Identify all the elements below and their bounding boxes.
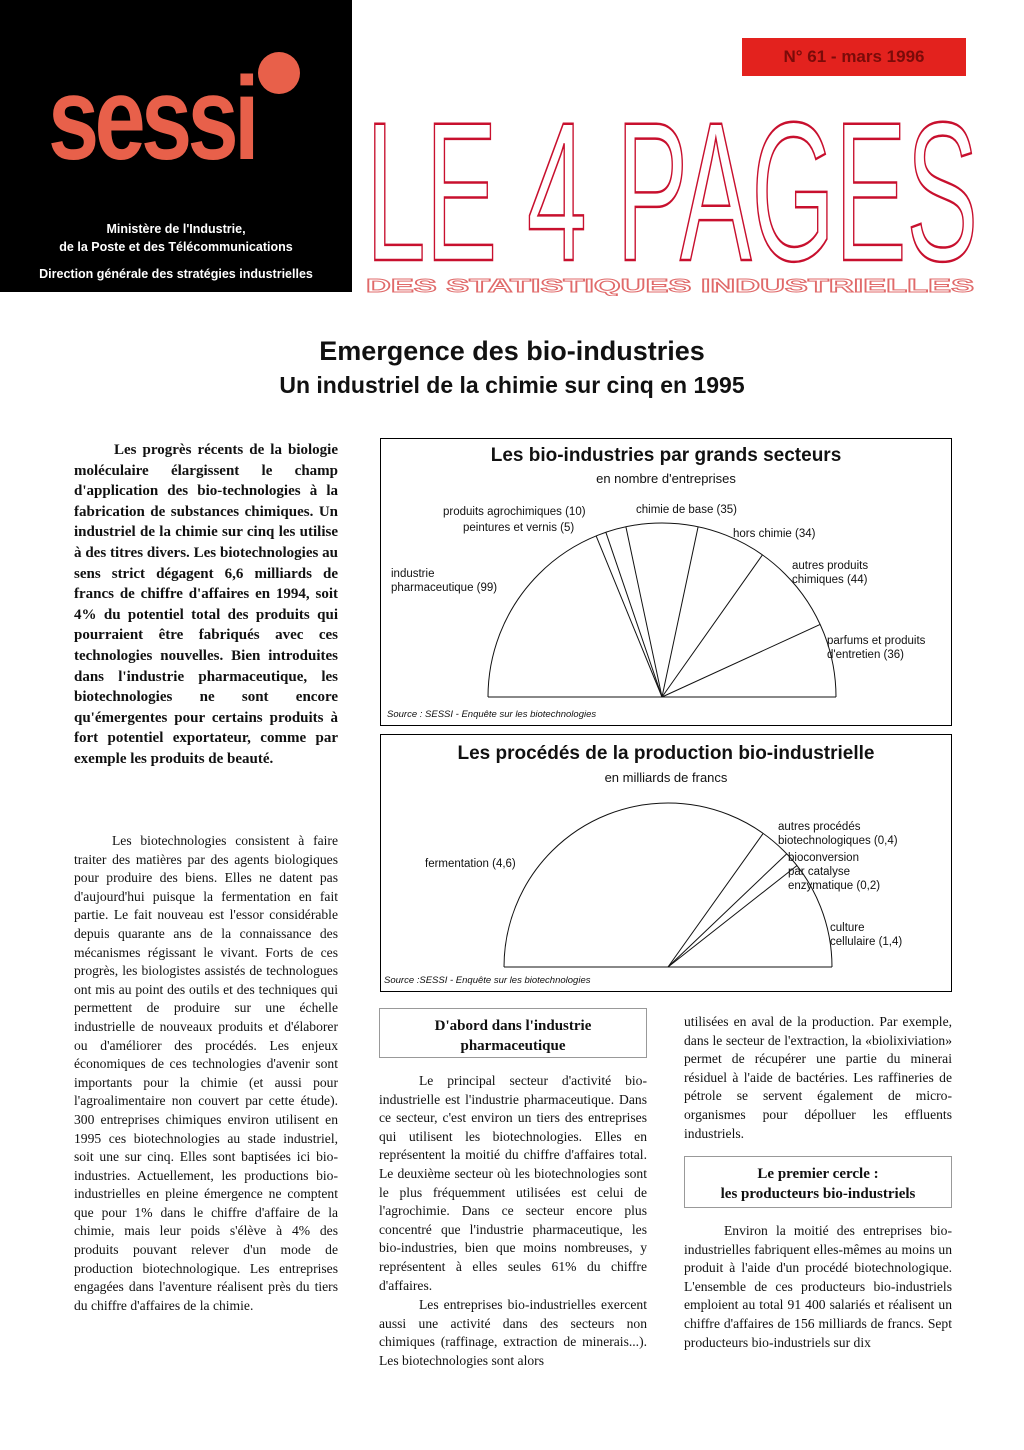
logo-dot [258,52,300,94]
pie-slice-boundary [668,833,763,967]
pie-slice-boundary [626,527,662,697]
col3-paragraph-2: Environ la moitié des entreprises bio-industrielles fabriquent elles-mêmes au moins un produit à l'aide d'un procédé biotechnologique. L'ensemble de ces producteurs bio-industriels emploient au total 91 400 salariés et réalisent un chiffre d'affaires de 156 milliards de francs. Sept producteurs bio-industriels sur dix [684,1223,952,1350]
series-title-text: LE 4 PAGES [366,118,978,268]
pie-slice-label: autres produits chimiques (44) [792,560,869,586]
heading-line: les producteurs bio-industriels [720,1186,916,1202]
article-title: Emergence des bio-industries [319,336,705,366]
chart-source: Source : SESSI - Enquête sur les biotechnologies [387,709,597,720]
heading-line: Le premier cercle : [757,1166,879,1182]
chart-unit: en nombre d'entreprises [596,471,736,486]
chart-processes [380,734,952,992]
sessi-logo: sessi [48,53,255,185]
chart-sectors [380,438,952,726]
pie-arc [488,523,836,697]
col3-paragraph-1: utilisées en aval de la production. Par exemple, dans le secteur de l'extraction, la «biolixiviation» permet de récupérer une partie du minerai résiduel à l'aide de bactéries. Les raffineries de pétrole se servent également de micro-organismes pour dépolluer les effluents industriels. [684,1014,952,1141]
heading-line: D'abord dans l'industrie [434,1018,592,1034]
org-line-2: de la Poste et des Télécommunications [59,240,293,254]
pie-slice-label: fermentation (4,6) [425,858,516,870]
pie-slice-label: hors chimie (34) [733,528,816,540]
chart-title: Les bio-industries par grands secteurs [490,445,842,466]
col2-paragraph-2: Les entreprises bio-industrielles exercent aussi une activité dans des secteurs non chimiques (raffinage, extraction de minerais...). Les biotechnologies sont alors [379,1297,647,1368]
section-heading-producers [684,1156,952,1208]
pie-slice-label: chimie de base (35) [636,504,737,516]
pie-slice-label: peintures et vernis (5) [463,522,575,534]
chart-title: Les procédés de la production bio-industrielle [457,743,875,764]
org-line-1: Ministère de l'Industrie, [106,222,246,236]
article-subtitle: Un industriel de la chimie sur cinq en 1995 [279,372,745,398]
heading-line: pharmaceutique [460,1038,566,1054]
col1-paragraph: Les biotechnologies consistent à faire traiter des matières par des agents biologiques pour produire des biens. Elles ne datent pas d'aujourd'hui puisque la fermentation en fait partie. Le fait nouveau est l'essor considérable depuis quarante ans de la connaissance des mécanismes régissant le vivant. Forts de ces progrès, les biologistes assistés de technologues ont mis au point des outils et des techniques qui permettent de produire sur une échelle industrielle de nouveaux produits et d'élaborer ou d'améliorer des procédés. Les enjeux économiques de ces technologies d'avenir sont importants pour la chimie (et aussi pour l'agroalimentaire non couvert par cette étude). 300 entreprises chimiques environ utilisent en 1995 ces biotechnologies au stade industriel, soit une sur cinq. Elles sont baptisées ici bio-industries. Actuellement, les productions bio-industrielles en pleine émergence ne comptent que pour 1% dans le chiffre d'affaire de la chimie, mais leur poids s'élève à 4% des produits pouvant relever d'un mode de production biotechnologique. Les entreprises engagées dans l'aventure réalisent près du tiers du chiffre d'affaires de la chimie. [74,833,338,1313]
section-heading-pharma [379,1008,647,1058]
org-line-3: Direction générale des stratégies industrielles [39,267,313,281]
series-subtitle [364,276,976,296]
chart-sectors-plot [381,439,950,724]
issue-badge: N° 61 - mars 1996 [742,38,966,76]
pie-slice-label: industrie pharmaceutique (99) [391,568,498,594]
intro-paragraph: Les progrès récents de la biologie moléculaire élargissent le champ d'application des bio-technologies à la fabrication de substances chimiques. Un industriel de la chimie sur cinq les utilise à des titres divers. Les biotechnologies au sens strict dégagent 6,6 milliards de francs de chiffre d'affaires en 1994, soit 4% du potentiel total des produits qui pourraient être fabriqués avec ces technologies nouvelles. Bien introduites dans l'industrie pharmaceutique, les biotechnologies ne sont encore qu'émergentes pour certains produits à fort potentiel exportateur, comme par exemple les produits de beauté. [74,442,338,767]
series-subtitle-text: DES STATISTIQUES INDUSTRIELLES [366,276,974,296]
col2-paragraph-1: Le principal secteur d'activité bio-industrielle est l'industrie pharmaceutique. Dans ce secteur, c'est environ un tiers des entreprises qui utilisent les biotechnologies. Elles en représentent la moitié du chiffre d'affaires total. Le deuxième secteur où les biotechnologies sont le plus fréquemment utilisées est celui de l'agrochimie. Dans ce secteur encore plus concentré que l'industrie pharmaceutique, les bio-industries, bien que moins nombreuses, y représentent à elles seules 61% du chiffre d'affaires. [379,1073,647,1293]
chart-processes-plot [381,735,950,990]
pie-slice-label: culture cellulaire (1,4) [830,922,903,948]
chart-unit: en milliards de francs [604,770,728,785]
pie-slice-label: bioconversion par catalyse enzymatique (0,2) [788,852,881,892]
series-title [362,118,982,268]
pie-slice-boundary [662,624,820,697]
pie-slice-boundary [606,532,662,697]
chart-source: Source :SESSI - Enquête sur les biotechnologies [384,975,591,986]
pie-slice-boundary [596,536,662,697]
pie-slice-label: autres procédés biotechnologiques (0,4) [778,821,898,847]
pie-slice-boundary [668,866,797,967]
pie-slice-label: produits agrochimiques (10) [443,506,586,518]
pie-slice-label: parfums et produits d'entretien (36) [827,635,926,661]
pie-slice-boundary [668,854,787,967]
